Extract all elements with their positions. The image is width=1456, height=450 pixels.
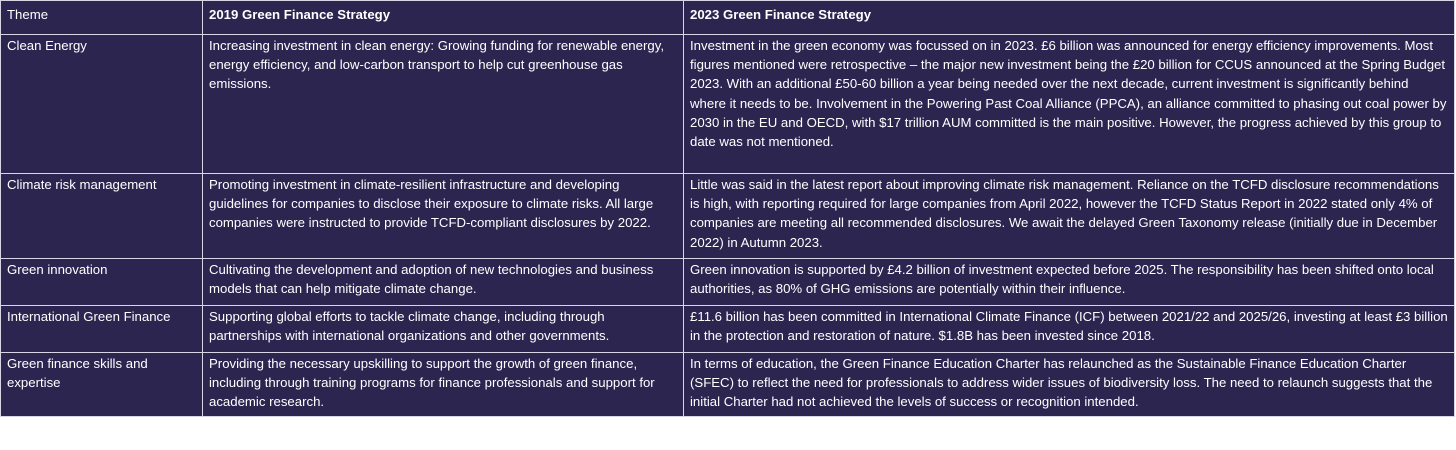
theme-cell: Clean Energy <box>1 35 203 174</box>
header-theme: Theme <box>1 1 203 35</box>
strategy-2023-cell: Investment in the green economy was focussed on in 2023. £6 billion was announced for energy efficiency improvements. Most figures mentioned were retrospective – the major new investment being the £20 billion for CCUS announced at the Spring Budget 2023. With an additional £50-60 billion a year being needed over the next decade, current investment is significantly behind where it needs to be. Involvement in the Powering Past Coal Alliance (PPCA), an alliance committed to phasing out coal power by 2030 in the EU and OECD, with $17 trillion AUM committed is the main positive. However, the progress achieved by this group to date was not mentioned. <box>684 35 1455 174</box>
table-row <box>1 174 1455 259</box>
table-row <box>1 306 1455 353</box>
strategy-2023-cell: Little was said in the latest report about improving climate risk management. Reliance on the TCFD disclosure recommendations is high, with reporting required for large companies from April 2022, however the TCFD Status Report in 2022 stated only 4% of companies are meeting all recommended disclosures. We await the delayed Green Taxonomy release (initially due in December 2022) in Autumn 2023. <box>684 174 1455 259</box>
strategy-2019-cell: Providing the necessary upskilling to support the growth of green finance, including through training programs for finance professionals and support for academic research. <box>203 353 684 417</box>
strategy-2019-cell: Cultivating the development and adoption of new technologies and business models that can help mitigate climate change. <box>203 259 684 306</box>
table-header-row <box>1 1 1455 35</box>
table-row <box>1 35 1455 174</box>
strategy-2019-cell: Promoting investment in climate-resilient infrastructure and developing guidelines for companies to disclose their exposure to climate risks. All large companies were instructed to provide TCFD-compliant disclosures by 2022. <box>203 174 684 259</box>
theme-cell: International Green Finance <box>1 306 203 353</box>
theme-cell: Green innovation <box>1 259 203 306</box>
theme-cell: Climate risk management <box>1 174 203 259</box>
table-row <box>1 353 1455 417</box>
header-2019-strategy: 2019 Green Finance Strategy <box>203 1 684 35</box>
strategy-2023-cell: Green innovation is supported by £4.2 billion of investment expected before 2025. The responsibility has been shifted onto local authorities, as 80% of GHG emissions are potentially within their influence. <box>684 259 1455 306</box>
strategy-2023-cell: In terms of education, the Green Finance Education Charter has relaunched as the Sustainable Finance Education Charter (SFEC) to reflect the need for professionals to address wider issues of biodiversity loss. The need to relaunch suggests that the initial Charter had not achieved the levels of success or recognition intended. <box>684 353 1455 417</box>
strategy-2019-cell: Increasing investment in clean energy: Growing funding for renewable energy, energy efficiency, and low-carbon transport to help cut greenhouse gas emissions. <box>203 35 684 174</box>
strategy-2023-cell: £11.6 billion has been committed in International Climate Finance (ICF) between 2021/22 and 2025/26, investing at least £3 billion in the protection and restoration of nature. $1.8B has been invested since 2018. <box>684 306 1455 353</box>
theme-cell: Green finance skills and expertise <box>1 353 203 417</box>
header-2023-strategy: 2023 Green Finance Strategy <box>684 1 1455 35</box>
strategy-2019-cell: Supporting global efforts to tackle climate change, including through partnerships with international organizations and other governments. <box>203 306 684 353</box>
table-row <box>1 259 1455 306</box>
